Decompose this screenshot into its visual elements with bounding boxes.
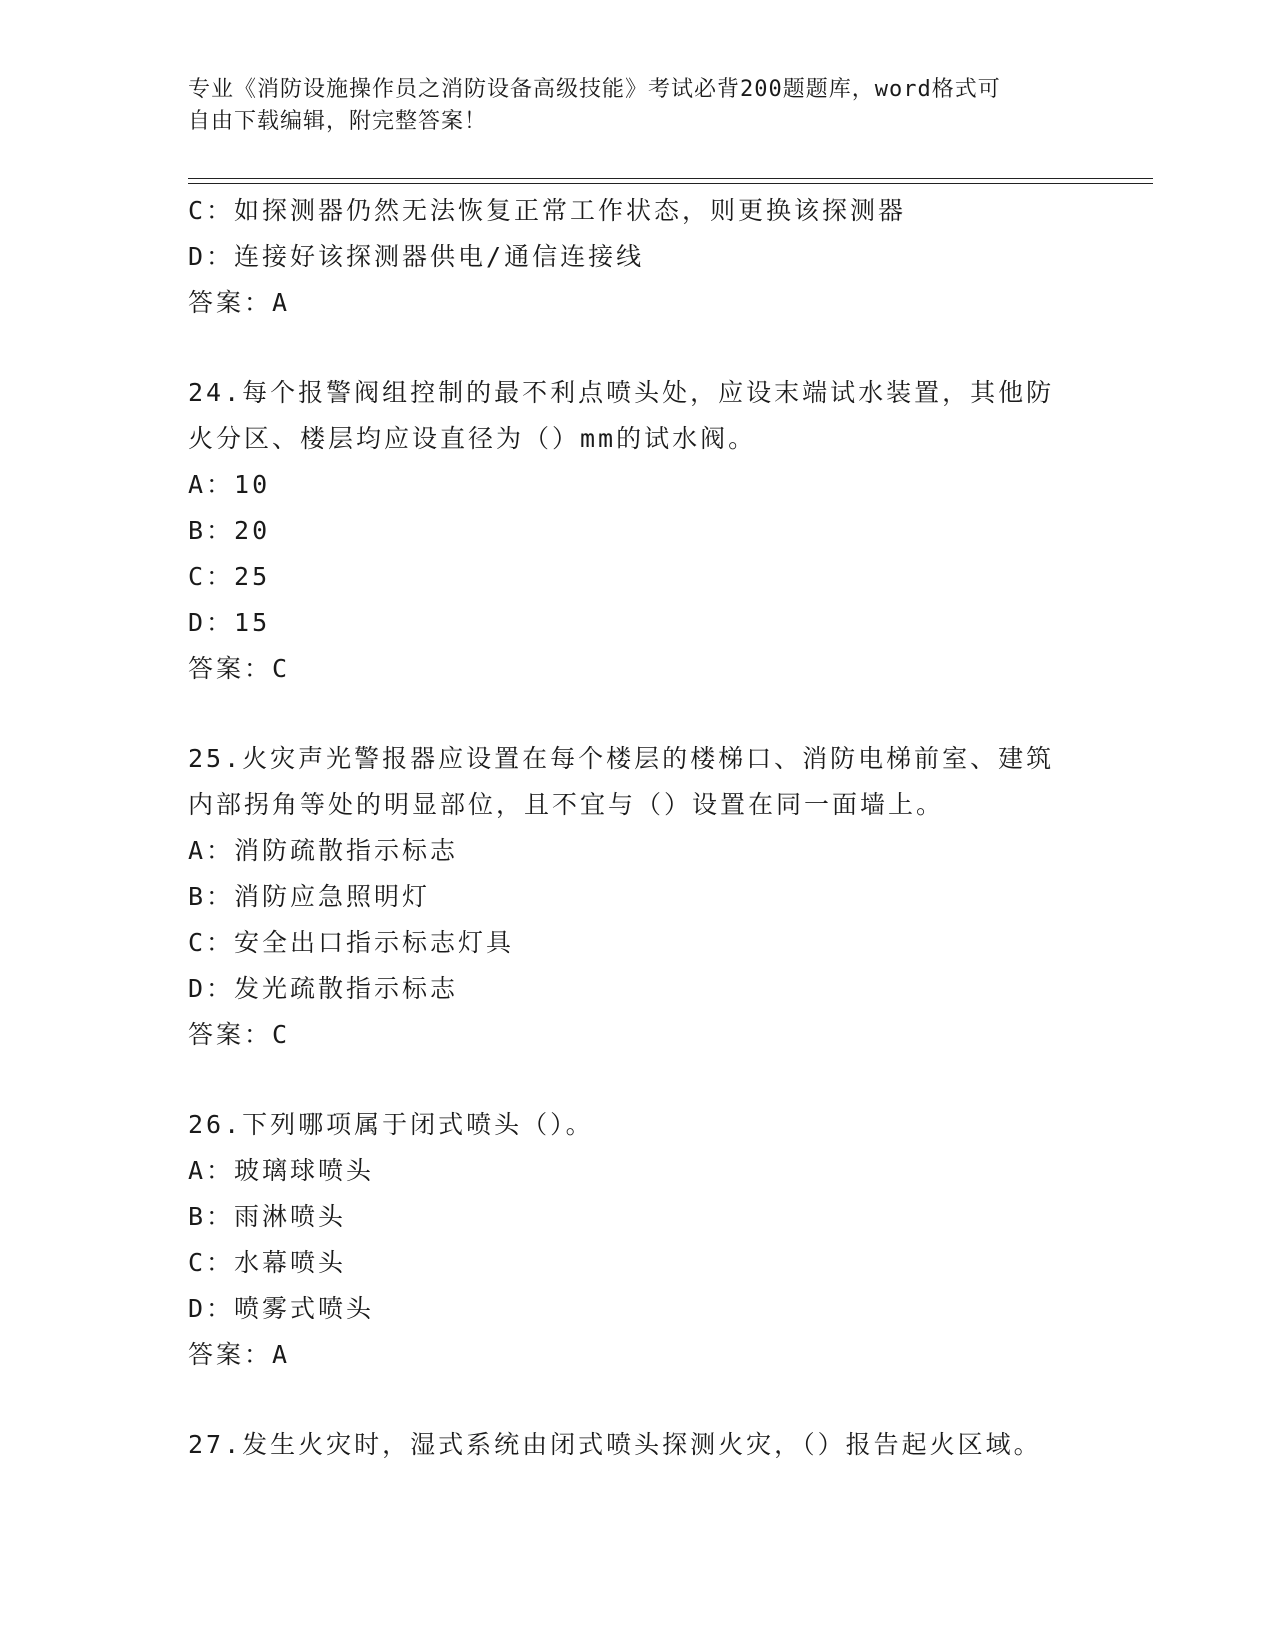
option-d: D：发光疏散指示标志: [188, 974, 459, 1003]
document-header: [188, 74, 1088, 138]
question-text-continued: 内部拐角等处的明显部位，且不宜与（）设置在同一面墙上。: [188, 790, 945, 819]
option-b: B：消防应急照明灯: [188, 882, 431, 911]
option-d: D：连接好该探测器供电/通信连接线: [188, 242, 645, 271]
option-a: A：消防疏散指示标志: [188, 836, 459, 865]
answer: 答案：A: [188, 1340, 291, 1369]
question-text: 25.火灾声光警报器应设置在每个楼层的楼梯口、消防电梯前室、建筑: [188, 744, 1055, 773]
question-text: 26.下列哪项属于闭式喷头（）。: [188, 1110, 594, 1139]
answer: 答案：A: [188, 288, 291, 317]
option-c: C：如探测器仍然无法恢复正常工作状态，则更换该探测器: [188, 196, 907, 225]
option-c: C：安全出口指示标志灯具: [188, 928, 515, 957]
spacer: [188, 326, 1088, 370]
option-c: C：水幕喷头: [188, 1248, 347, 1277]
question-26: [188, 1102, 1088, 1378]
option-d: D：15: [188, 608, 271, 637]
spacer: [188, 692, 1088, 736]
header-line-1: 专业《消防设施操作员之消防设备高级技能》考试必背200题题库，word格式可: [188, 77, 1001, 102]
header-divider-top: [188, 178, 1153, 179]
option-a: A：玻璃球喷头: [188, 1156, 375, 1185]
option-d: D：喷雾式喷头: [188, 1294, 375, 1323]
answer: 答案：C: [188, 1020, 291, 1049]
header-line-2: 自由下载编辑，附完整答案！: [188, 109, 488, 134]
question-24: [188, 370, 1088, 692]
option-b: B：20: [188, 516, 271, 545]
spacer: [188, 1058, 1088, 1102]
answer: 答案：C: [188, 654, 291, 683]
option-b: B：雨淋喷头: [188, 1202, 347, 1231]
question-23-tail: [188, 188, 1088, 326]
spacer: [188, 1378, 1088, 1422]
option-a: A：10: [188, 470, 271, 499]
header-divider-bottom: [188, 183, 1153, 184]
question-text: 24.每个报警阀组控制的最不利点喷头处，应设末端试水装置，其他防: [188, 378, 1055, 407]
question-27: [188, 1422, 1088, 1468]
question-25: [188, 736, 1088, 1058]
question-text: 27.发生火灾时，湿式系统由闭式喷头探测火灾，（）报告起火区域。: [188, 1430, 1042, 1459]
question-list: [188, 188, 1088, 1468]
question-text-continued: 火分区、楼层均应设直径为（）mm的试水阀。: [188, 424, 757, 453]
option-c: C：25: [188, 562, 271, 591]
